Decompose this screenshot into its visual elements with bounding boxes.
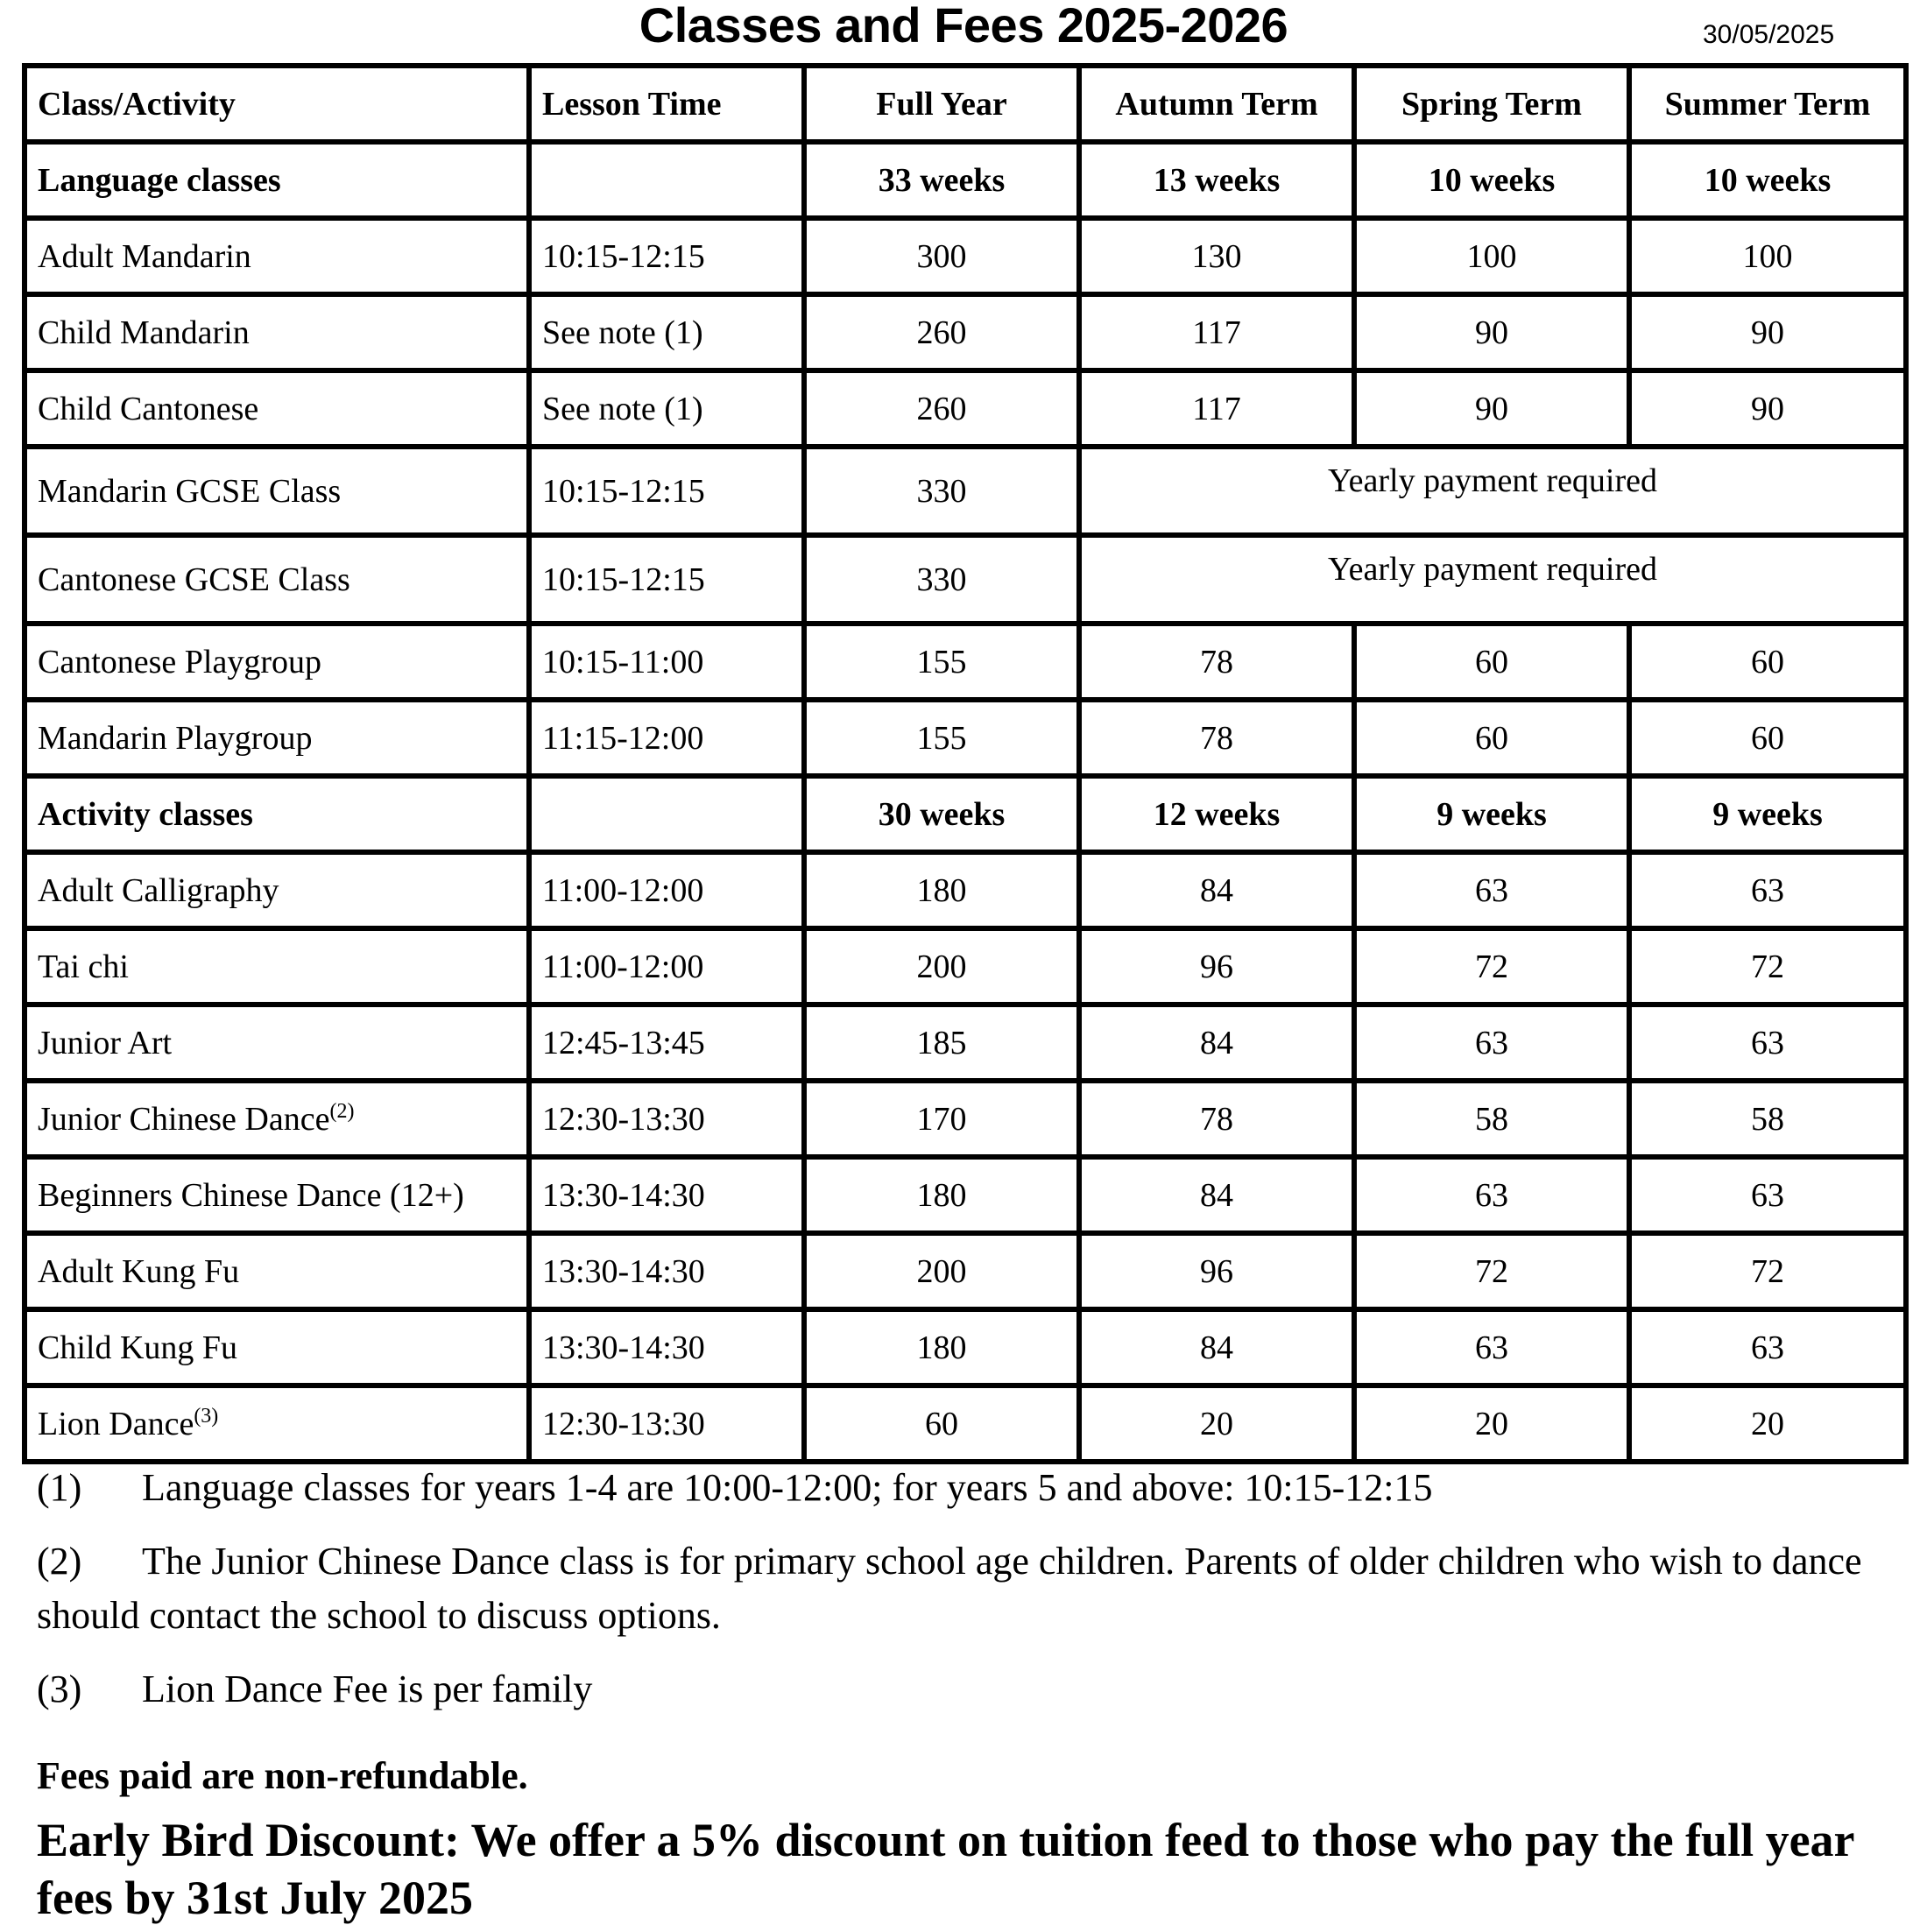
lesson-time: 10:15-12:15 xyxy=(529,447,804,535)
footnote-mark: (1) xyxy=(37,1466,82,1509)
lesson-time: 10:15-12:15 xyxy=(529,218,804,294)
fee-spring: 63 xyxy=(1354,1157,1629,1233)
lesson-time: 11:00-12:00 xyxy=(529,928,804,1005)
table-row xyxy=(25,370,1906,447)
fee-spring: 60 xyxy=(1354,624,1629,700)
column-header-class: Class/Activity xyxy=(25,66,529,142)
table-row xyxy=(25,1081,1906,1157)
table-row xyxy=(25,294,1906,370)
fee-spring: 72 xyxy=(1354,1233,1629,1309)
lesson-time: 12:30-13:30 xyxy=(529,1386,804,1462)
fee-full-year: 60 xyxy=(804,1386,1079,1462)
class-name: Mandarin Playgroup xyxy=(25,700,529,776)
fee-full-year: 260 xyxy=(804,370,1079,447)
lesson-time: 12:30-13:30 xyxy=(529,1081,804,1157)
fee-autumn: 78 xyxy=(1079,1081,1354,1157)
fee-autumn: 130 xyxy=(1079,218,1354,294)
fee-autumn: 84 xyxy=(1079,1005,1354,1081)
section-time-empty xyxy=(529,776,804,852)
fee-summer: 63 xyxy=(1629,1005,1906,1081)
class-name: Beginners Chinese Dance (12+) xyxy=(25,1157,529,1233)
table-row xyxy=(25,1005,1906,1081)
fee-summer: 60 xyxy=(1629,700,1906,776)
fee-summer: 60 xyxy=(1629,624,1906,700)
fee-full-year: 155 xyxy=(804,700,1079,776)
class-name: Junior Chinese Dance xyxy=(38,1100,330,1138)
class-name-cell xyxy=(25,1081,529,1157)
table-row xyxy=(25,700,1906,776)
fee-spring: 20 xyxy=(1354,1386,1629,1462)
lesson-time: 10:15-11:00 xyxy=(529,624,804,700)
section-weeks-spring: 9 weeks xyxy=(1354,776,1629,852)
lesson-time: See note (1) xyxy=(529,370,804,447)
table-row xyxy=(25,1157,1906,1233)
fee-autumn: 84 xyxy=(1079,1157,1354,1233)
fee-autumn: 117 xyxy=(1079,370,1354,447)
fee-full-year: 200 xyxy=(804,928,1079,1005)
lesson-time: 11:00-12:00 xyxy=(529,852,804,928)
class-name: Adult Kung Fu xyxy=(25,1233,529,1309)
fee-full-year: 180 xyxy=(804,1157,1079,1233)
fee-spring: 90 xyxy=(1354,370,1629,447)
fee-autumn: 117 xyxy=(1079,294,1354,370)
column-header-lesson-time: Lesson Time xyxy=(529,66,804,142)
table-row xyxy=(25,447,1906,535)
footnote-mark: (2) xyxy=(37,1540,82,1583)
fee-autumn: 20 xyxy=(1079,1386,1354,1462)
section-weeks-full: 30 weeks xyxy=(804,776,1079,852)
footnote-marker: (2) xyxy=(329,1099,355,1123)
section-weeks-full: 33 weeks xyxy=(804,142,1079,218)
lesson-time: 13:30-14:30 xyxy=(529,1157,804,1233)
lesson-time: 11:15-12:00 xyxy=(529,700,804,776)
footnote-text: The Junior Chinese Dance class is for primary school age children. Parents of older children who wish to dance should contact the school to discuss options. xyxy=(37,1540,1862,1637)
column-header-spring-term: Spring Term xyxy=(1354,66,1629,142)
refund-policy: Fees paid are non-refundable. xyxy=(37,1754,528,1797)
section-label: Language classes xyxy=(25,142,529,218)
fee-full-year: 200 xyxy=(804,1233,1079,1309)
fee-spring: 60 xyxy=(1354,700,1629,776)
class-name: Adult Calligraphy xyxy=(25,852,529,928)
yearly-payment-note: Yearly payment required xyxy=(1079,535,1906,624)
table-row xyxy=(25,852,1906,928)
fee-full-year: 185 xyxy=(804,1005,1079,1081)
column-header-summer-term: Summer Term xyxy=(1629,66,1906,142)
footnote-text: Language classes for years 1-4 are 10:00-12:00; for years 5 and above: 10:15-12:15 xyxy=(142,1466,1433,1509)
fee-full-year: 180 xyxy=(804,852,1079,928)
class-name: Child Mandarin xyxy=(25,294,529,370)
footnote-2 xyxy=(37,1534,1894,1643)
fee-summer: 58 xyxy=(1629,1081,1906,1157)
section-weeks-autumn: 12 weeks xyxy=(1079,776,1354,852)
fee-spring: 100 xyxy=(1354,218,1629,294)
section-weeks-summer: 9 weeks xyxy=(1629,776,1906,852)
section-weeks-autumn: 13 weeks xyxy=(1079,142,1354,218)
fee-full-year: 300 xyxy=(804,218,1079,294)
fee-full-year: 260 xyxy=(804,294,1079,370)
fee-autumn: 84 xyxy=(1079,1309,1354,1386)
table-row xyxy=(25,1309,1906,1386)
fee-full-year: 180 xyxy=(804,1309,1079,1386)
class-name: Cantonese Playgroup xyxy=(25,624,529,700)
section-weeks-summer: 10 weeks xyxy=(1629,142,1906,218)
fee-summer: 63 xyxy=(1629,852,1906,928)
lesson-time: 13:30-14:30 xyxy=(529,1233,804,1309)
class-name: Child Kung Fu xyxy=(25,1309,529,1386)
fee-full-year: 330 xyxy=(804,447,1079,535)
fee-summer: 63 xyxy=(1629,1157,1906,1233)
section-time-empty xyxy=(529,142,804,218)
table-header-row xyxy=(25,66,1906,142)
section-label: Activity classes xyxy=(25,776,529,852)
fee-summer: 63 xyxy=(1629,1309,1906,1386)
fee-autumn: 96 xyxy=(1079,1233,1354,1309)
fee-spring: 63 xyxy=(1354,1005,1629,1081)
section-row-activity xyxy=(25,776,1906,852)
class-name-cell xyxy=(25,1386,529,1462)
lesson-time: 12:45-13:45 xyxy=(529,1005,804,1081)
fee-autumn: 78 xyxy=(1079,700,1354,776)
lesson-time: See note (1) xyxy=(529,294,804,370)
table-row xyxy=(25,1233,1906,1309)
footnote-1 xyxy=(37,1461,1894,1515)
lesson-time: 10:15-12:15 xyxy=(529,535,804,624)
fee-summer: 90 xyxy=(1629,370,1906,447)
fee-spring: 72 xyxy=(1354,928,1629,1005)
table-row xyxy=(25,624,1906,700)
footnote-mark: (3) xyxy=(37,1668,82,1710)
table-row xyxy=(25,535,1906,624)
class-name: Cantonese GCSE Class xyxy=(25,535,529,624)
class-name: Adult Mandarin xyxy=(25,218,529,294)
footnote-3 xyxy=(37,1662,1894,1717)
lesson-time: 13:30-14:30 xyxy=(529,1309,804,1386)
column-header-full-year: Full Year xyxy=(804,66,1079,142)
fees-table-body xyxy=(25,66,1906,1462)
fee-autumn: 96 xyxy=(1079,928,1354,1005)
column-header-autumn-term: Autumn Term xyxy=(1079,66,1354,142)
footnote-text: Lion Dance Fee is per family xyxy=(142,1668,593,1710)
table-row xyxy=(25,928,1906,1005)
fee-full-year: 330 xyxy=(804,535,1079,624)
footnote-marker: (3) xyxy=(194,1404,219,1428)
fee-full-year: 155 xyxy=(804,624,1079,700)
class-name: Tai chi xyxy=(25,928,529,1005)
section-weeks-spring: 10 weeks xyxy=(1354,142,1629,218)
fee-spring: 58 xyxy=(1354,1081,1629,1157)
fees-table xyxy=(22,63,1909,1464)
section-row-language xyxy=(25,142,1906,218)
class-name: Junior Art xyxy=(25,1005,529,1081)
class-name: Mandarin GCSE Class xyxy=(25,447,529,535)
fee-autumn: 84 xyxy=(1079,852,1354,928)
fee-autumn: 78 xyxy=(1079,624,1354,700)
table-row xyxy=(25,1386,1906,1462)
yearly-payment-note: Yearly payment required xyxy=(1079,447,1906,535)
table-row xyxy=(25,218,1906,294)
page-title: Classes and Fees 2025-2026 xyxy=(639,0,1288,53)
fee-summer: 100 xyxy=(1629,218,1906,294)
fee-summer: 72 xyxy=(1629,1233,1906,1309)
fee-spring: 90 xyxy=(1354,294,1629,370)
fee-spring: 63 xyxy=(1354,1309,1629,1386)
footnotes xyxy=(37,1461,1894,1736)
class-name: Child Cantonese xyxy=(25,370,529,447)
fee-full-year: 170 xyxy=(804,1081,1079,1157)
fee-summer: 20 xyxy=(1629,1386,1906,1462)
fee-spring: 63 xyxy=(1354,852,1629,928)
fee-summer: 72 xyxy=(1629,928,1906,1005)
document-date: 30/05/2025 xyxy=(1703,20,1835,49)
class-name: Lion Dance xyxy=(38,1405,194,1442)
fee-summer: 90 xyxy=(1629,294,1906,370)
early-bird-discount: Early Bird Discount: We offer a 5% discount on tuition feed to those who pay the full year fees by 31st July 2025 xyxy=(37,1814,1854,1924)
